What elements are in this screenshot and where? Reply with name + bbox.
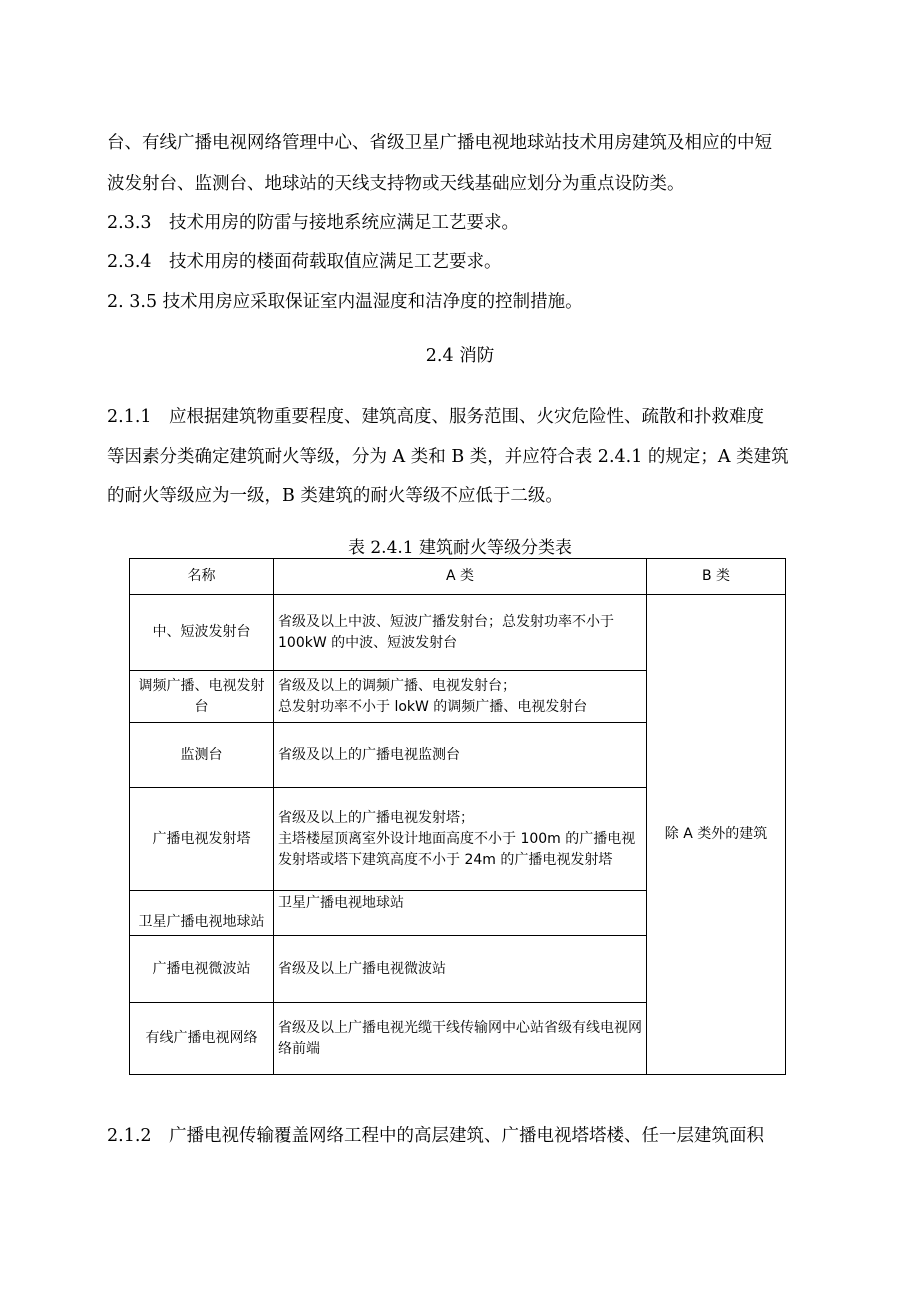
row-a-value: 省级及以上的广播电视监测台: [274, 723, 647, 788]
clause-2-3-3: 2.3.3 技术用房的防雷与接地系统应满足工艺要求。: [107, 213, 520, 233]
fire-rating-table: [129, 558, 786, 1075]
row-name: 监测台: [130, 723, 274, 788]
table-header-row: [130, 559, 786, 595]
table-caption: 表 2.4.1 建筑耐火等级分类表: [347, 538, 573, 558]
row-a-value: 省级及以上的调频广播、电视发射台； 总发射功率不小于 lokW 的调频广播、电视发射台: [274, 671, 647, 723]
header-name: 名称: [130, 559, 274, 595]
clause-2-3-4: 2.3.4 技术用房的楼面荷载取值应满足工艺要求。: [107, 252, 502, 272]
row-a-value: 省级及以上中波、短波广播发射台；总发射功率不小于 100kW 的中波、短波发射台: [274, 595, 647, 671]
row-name: 广播电视发射塔: [130, 788, 274, 891]
header-b: B 类: [647, 559, 786, 595]
row-a-value: 省级及以上广播电视微波站: [274, 936, 647, 1003]
clause-2-3-5: 2. 3.5 技术用房应采取保证室内温湿度和洁净度的控制措施。: [107, 292, 583, 312]
table-row: [130, 595, 786, 671]
body-line-2: 波发射台、监测台、地球站的天线支持物或天线基础应划分为重点设防类。: [107, 174, 685, 194]
row-name: 中、短波发射台: [130, 595, 274, 671]
section-heading: 2.4 消防: [425, 346, 495, 366]
para-line-3: 的耐火等级应为一级，B 类建筑的耐火等级不应低于二级。: [107, 486, 563, 506]
para-line-2: 等因素分类确定建筑耐火等级，分为 A 类和 B 类，并应符合表 2.4.1 的规定；A 类建筑: [107, 447, 789, 467]
row-name: 调频广播、电视发射台: [130, 671, 274, 723]
para-line-1: 2.1.1 应根据建筑物重要程度、建筑高度、服务范围、火灾危险性、疏散和扑救难度: [107, 407, 765, 427]
row-a-value: 卫星广播电视地球站: [274, 891, 647, 936]
b-class-value: 除 A 类外的建筑: [647, 595, 786, 1075]
clause-2-1-2: 2.1.2 广播电视传输覆盖网络工程中的高层建筑、广播电视塔塔楼、任一层建筑面积: [107, 1126, 765, 1146]
row-name: 有线广播电视网络: [130, 1003, 274, 1075]
body-line-1: 台、有线广播电视网络管理中心、省级卫星广播电视地球站技术用房建筑及相应的中短: [107, 133, 772, 153]
row-name: 广播电视微波站: [130, 936, 274, 1003]
header-a: A 类: [274, 559, 647, 595]
row-a-value: 省级及以上广播电视光缆干线传输网中心站省级有线电视网络前端: [274, 1003, 647, 1075]
row-name: 卫星广播电视地球站: [130, 891, 274, 936]
row-a-value: 省级及以上的广播电视发射塔； 主塔楼屋顶离室外设计地面高度不小于 100m 的广播电视发射塔或塔下建筑高度不小于 24m 的广播电视发射塔: [274, 788, 647, 891]
